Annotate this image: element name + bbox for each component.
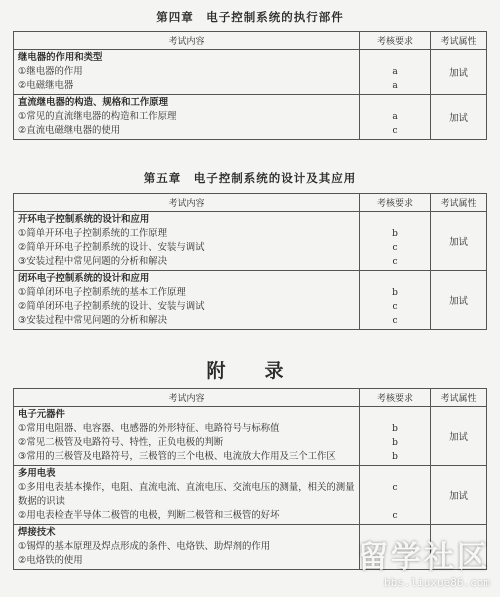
list-item: ①常用电阻器、电容器、电感器的外形特征、电路符号与标称值 — [18, 423, 280, 434]
table-header-row — [14, 32, 487, 50]
appendix-heading: 附 录 — [206, 360, 294, 382]
requirement-value: b — [392, 229, 398, 239]
content-cell — [14, 407, 360, 466]
chapter4-table — [13, 31, 487, 140]
attribute-cell: 加试 — [431, 50, 487, 95]
header-content: 考试内容 — [14, 194, 360, 212]
list-item: ②电烙铁的使用 — [18, 555, 83, 566]
requirement-cell — [360, 407, 431, 466]
requirement-value: b — [392, 424, 398, 434]
list-item: ②简单闭环电子控制系统的设计、安装与调试 — [18, 301, 205, 312]
group-title: 焊接技术 — [18, 527, 56, 538]
attribute-cell: 加试 — [431, 95, 487, 140]
requirement-value: a — [392, 81, 398, 91]
chapter5-heading: 第五章 电子控制系统的设计及其应用 — [143, 171, 357, 185]
group-title: 闭环电子控制系统的设计和应用 — [18, 273, 150, 284]
watermark — [358, 532, 490, 589]
list-item: ②常见二极管及电路符号、特性，正负电极的判断 — [18, 437, 224, 448]
requirement-value: c — [392, 257, 398, 267]
attribute-cell: 加试 — [431, 212, 487, 271]
header-attribute: 考试属性 — [431, 389, 487, 407]
list-item: ②直流电磁继电器的使用 — [18, 125, 121, 136]
requirement-value: b — [392, 452, 398, 462]
requirement-cell — [360, 50, 431, 95]
content-cell — [14, 271, 360, 330]
list-item: ①继电器的作用 — [18, 66, 83, 77]
attribute-cell: 加试 — [431, 466, 487, 525]
requirement-value: c — [392, 243, 398, 253]
table-row — [14, 407, 487, 466]
content-cell — [14, 466, 360, 525]
watermark-logo-text: 留学社区 — [358, 540, 490, 575]
group-title: 直流继电器的构造、规格和工作原理 — [18, 97, 169, 108]
requirement-value: c — [392, 511, 398, 521]
list-item: ②用电表检查半导体二极管的电极，判断二极管和三极管的好坏 — [18, 510, 280, 521]
attribute-cell: 加试 — [431, 407, 487, 466]
list-item: ①简单开环电子控制系统的工作原理 — [18, 228, 168, 239]
header-requirement: 考核要求 — [360, 389, 431, 407]
requirement-value: c — [392, 316, 398, 326]
group-title: 继电器的作用和类型 — [18, 52, 103, 63]
header-attribute: 考试属性 — [431, 32, 487, 50]
requirement-cell — [360, 212, 431, 271]
content-cell — [14, 212, 360, 271]
content-cell — [14, 95, 360, 140]
requirement-cell — [360, 466, 431, 525]
requirement-value: a — [392, 67, 398, 77]
group-title: 开环电子控制系统的设计和应用 — [18, 214, 150, 225]
requirement-value: a — [392, 112, 398, 122]
requirement-value: b — [392, 438, 398, 448]
header-attribute: 考试属性 — [431, 194, 487, 212]
content-cell — [14, 525, 360, 570]
list-item: ①常见的直流继电器的构造和工作原理 — [18, 111, 177, 122]
attribute-cell: 加试 — [431, 271, 487, 330]
chapter4-heading: 第四章 电子控制系统的执行部件 — [156, 10, 344, 24]
group-title: 多用电表 — [18, 468, 56, 479]
list-item: ①多用电表基本操作，电阻、直流电流、直流电压、交流电压的测量，相关的测量数据的识读 — [18, 482, 355, 507]
requirement-value: b — [392, 288, 398, 298]
table-header-row — [14, 389, 487, 407]
list-item: ③常用的三极管及电路符号，三极管的三个电极、电流放大作用及三个工作区 — [18, 451, 336, 462]
table-row — [14, 95, 487, 140]
requirement-cell — [360, 95, 431, 140]
requirement-value: c — [392, 302, 398, 312]
header-content: 考试内容 — [14, 32, 360, 50]
requirement-value: c — [392, 483, 398, 493]
header-requirement: 考核要求 — [360, 32, 431, 50]
header-requirement: 考核要求 — [360, 194, 431, 212]
table-row — [14, 466, 487, 525]
list-item: ①锡焊的基本原理及焊点形成的条件、电烙铁、助焊剂的作用 — [18, 541, 271, 552]
table-row — [14, 50, 487, 95]
group-title: 电子元器件 — [18, 409, 65, 420]
list-item: ②简单开环电子控制系统的设计、安装与调试 — [18, 242, 205, 253]
chapter5-table — [13, 193, 487, 330]
table-row — [14, 212, 487, 271]
list-item: ③安装过程中常见问题的分析和解决 — [18, 315, 168, 326]
table-header-row — [14, 194, 487, 212]
table-row — [14, 271, 487, 330]
list-item: ②电磁继电器 — [18, 80, 74, 91]
list-item: ①简单闭环电子控制系统的基本工作原理 — [18, 287, 186, 298]
watermark-url: bbs.liuxue86.com — [384, 576, 490, 589]
header-content: 考试内容 — [14, 389, 360, 407]
list-item: ③安装过程中常见问题的分析和解决 — [18, 256, 168, 267]
content-cell — [14, 50, 360, 95]
requirement-cell — [360, 271, 431, 330]
requirement-value: c — [392, 126, 398, 136]
